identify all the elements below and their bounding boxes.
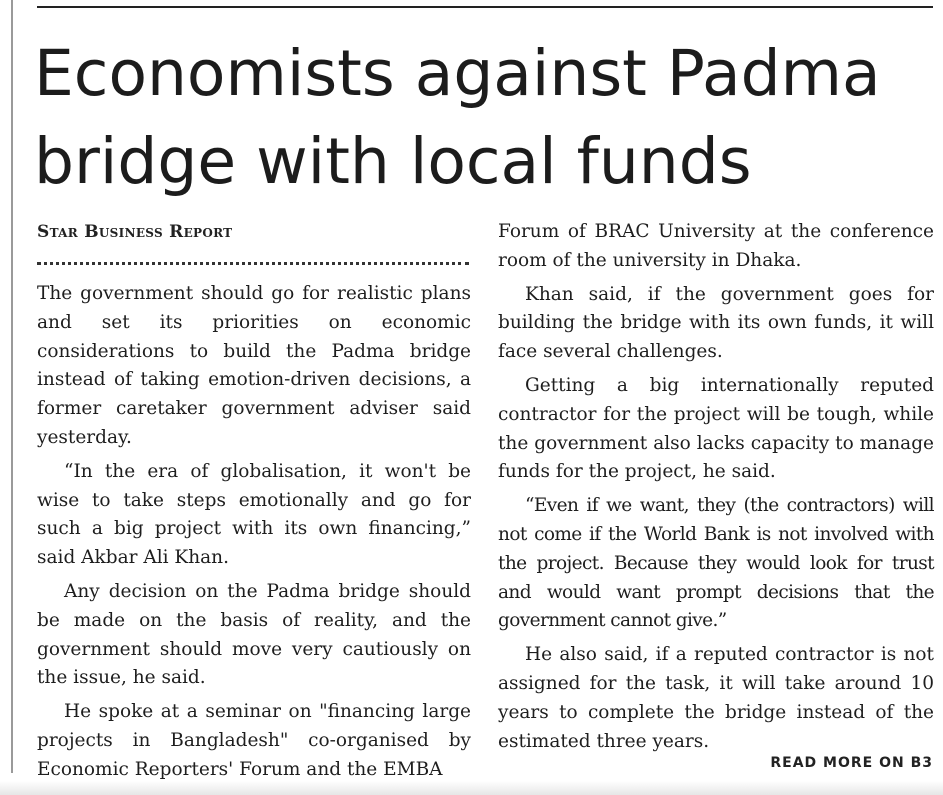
page-bottom-edge [0, 781, 943, 795]
byline: Star Business Report [37, 222, 233, 242]
top-rule [37, 6, 933, 8]
paragraph: “In the era of globalisation, it won't be wise to take steps emotionally and go for such a big project with its own financing,” said Akbar Ali Khan. [37, 460, 471, 569]
paragraph: Any decision on the Padma bridge should be made on the basis of reality, and the government should move very cautiously on the issue, he said. [37, 580, 471, 689]
paragraph: He also said, if a reputed contractor is not assigned for the task, it will take around 10 years to complete the bridge instead of the estimated three years. [498, 644, 934, 752]
paragraph: Khan said, if the government goes for building the bridge with its own funds, it will face several challenges. [498, 283, 934, 363]
paragraph: He spoke at a seminar on "financing large projects in Bangladesh" co-organised by Economic Reporters' Forum and the EMBA [37, 701, 471, 780]
article-column-2 [498, 218, 934, 761]
read-more-link[interactable]: READ MORE ON B3 [770, 755, 933, 771]
paragraph: Getting a big internationally reputed contractor for the project will be tough, while the government also lacks capacity to manage funds for the project, he said. [498, 374, 934, 483]
paragraph: Forum of BRAC University at the conference room of the university in Dhaka. [498, 221, 934, 271]
left-column-rule [11, 0, 13, 773]
headline: Economists against Padma bridge with local funds [34, 37, 881, 198]
dotted-separator [37, 262, 469, 265]
article-column-1 [37, 280, 471, 790]
paragraph: “Even if we want, they (the contractors) will not come if the World Bank is not involved with the project. Because they would look for trust and would want prompt decisions that the government cannot give.” [498, 495, 934, 632]
paragraph: The government should go for realistic plans and set its priorities on economic considerations to build the Padma bridge instead of taking emotion-driven decisions, a former caretaker government adviser said yesterday. [37, 283, 471, 448]
